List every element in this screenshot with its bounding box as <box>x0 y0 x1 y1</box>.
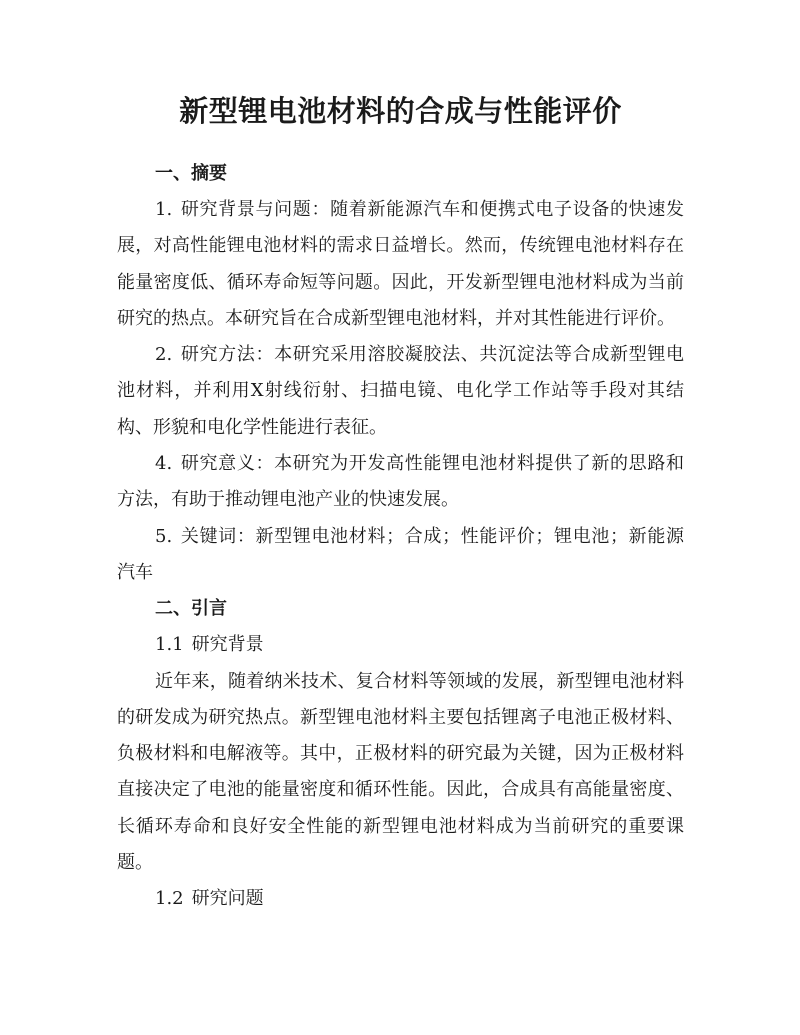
abstract-item-text: 研究方法：本研究采用溶胶凝胶法、共沉淀法等合成新型锂电池材料，并利用X射线衍射、扫描电镜、电化学工作站等手段对其结构、形貌和电化学性能进行表征。 <box>117 344 684 438</box>
abstract-item-number: 4. <box>155 453 173 475</box>
abstract-item-text: 研究意义：本研究为开发高性能锂电池材料提供了新的思路和方法，有助于推动锂电池产业的快速发展。 <box>117 453 684 511</box>
section-heading-abstract: 一、摘要 <box>155 163 227 184</box>
abstract-item-4 <box>117 446 684 519</box>
subsection-title: 研究背景 <box>191 634 264 656</box>
abstract-item-5 <box>117 519 684 592</box>
subsection-title: 研究问题 <box>191 888 264 910</box>
document-title: 新型锂电池材料的合成与性能评价 <box>179 94 622 128</box>
abstract-item-number: 1. <box>155 199 173 220</box>
subsection-number: 1.2 <box>155 888 184 910</box>
abstract-item-2 <box>117 337 684 446</box>
abstract-item-number: 2. <box>155 344 173 366</box>
section-heading-introduction: 二、引言 <box>155 598 227 620</box>
abstract-item-text: 研究背景与问题：随着新能源汽车和便携式电子设备的快速发展，对高性能锂电池材料的需求日益增长。然而，传统锂电池材料存在能量密度低、循环寿命短等问题。因此，开发新型锂电池材料成为当前研究的热点。本研究旨在合成新型锂电池材料，并对其性能进行评价。 <box>117 199 684 329</box>
subsection-heading-background <box>117 627 684 663</box>
abstract-item-text: 关键词：新型锂电池材料；合成；性能评价；锂电池；新能源汽车 <box>117 525 684 583</box>
background-paragraph: 近年来，随着纳米技术、复合材料等领域的发展，新型锂电池材料的研发成为研究热点。新型锂电池材料主要包括锂离子电池正极材料、负极材料和电解液等。其中，正极材料的研究最为关键，因为正极材料直接决定了电池的能量密度和循环性能。因此，合成具有高能量密度、长循环寿命和良好安全性能的新型锂电池材料成为当前研究的重要课题。 <box>117 670 684 874</box>
abstract-item-number: 5. <box>155 525 173 547</box>
subsection-number: 1.1 <box>155 634 184 656</box>
subsection-heading-research-question <box>117 881 684 917</box>
abstract-item-1 <box>117 192 684 337</box>
